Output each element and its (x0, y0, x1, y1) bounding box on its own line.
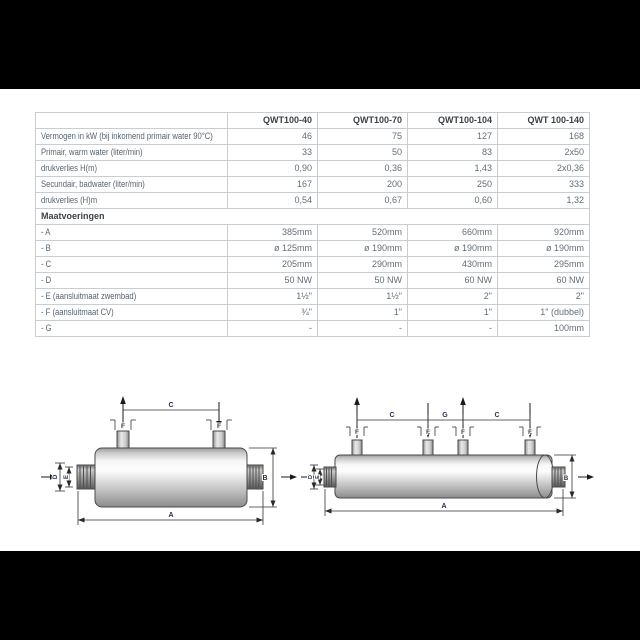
cell-value: 50 NW (228, 273, 318, 289)
table-header-row (36, 113, 590, 129)
svg-text:B: B (262, 475, 268, 482)
svg-text:F: F (426, 430, 430, 436)
table-row (36, 321, 590, 337)
row-label: - E (aansluitmaat zwembad) (36, 289, 228, 305)
threaded-nipple-left (324, 467, 336, 487)
cell-value: 250 (408, 177, 498, 193)
cell-value: 2x0,36 (498, 161, 590, 177)
cell-value: 167 (228, 177, 318, 193)
cell-value: 430mm (408, 257, 498, 273)
row-label: Primair, warm water (liter/min) (36, 145, 228, 161)
cell-value: 2" (498, 289, 590, 305)
table-row (36, 129, 590, 145)
cell-value: 520mm (318, 225, 408, 241)
cell-value: 0,90 (228, 161, 318, 177)
svg-text:F: F (355, 430, 359, 436)
svg-text:A: A (441, 503, 447, 510)
cell-value: 0,60 (408, 193, 498, 209)
row-label: drukverlies (H)m (36, 193, 228, 209)
table-row (36, 273, 590, 289)
cell-value: ø 190mm (498, 241, 590, 257)
cell-value: 295mm (498, 257, 590, 273)
row-label: - C (36, 257, 228, 273)
vessel-body (95, 448, 247, 507)
svg-text:G: G (442, 412, 448, 419)
cell-value: 50 NW (318, 273, 408, 289)
dimension-e (64, 467, 73, 487)
diagram-double-unit (298, 393, 598, 535)
svg-text:B: B (563, 476, 569, 482)
column-header (36, 113, 228, 129)
cell-value: 2" (408, 289, 498, 305)
vessel-body (335, 455, 552, 498)
cell-value: 920mm (498, 225, 590, 241)
cell-value: 0,54 (228, 193, 318, 209)
svg-text:F: F (461, 430, 465, 436)
row-label: Secundair, badwater (liter/min) (36, 177, 228, 193)
flow-arrow-out (578, 474, 594, 480)
spec-table (35, 112, 590, 337)
cell-value: 290mm (318, 257, 408, 273)
table-row (36, 257, 590, 273)
section-header: Maatvoeringen (36, 209, 590, 225)
table-row (36, 241, 590, 257)
cell-value: 1" (408, 305, 498, 321)
cell-value: 83 (408, 145, 498, 161)
dimension-e (315, 469, 324, 485)
cell-value: 1½" (228, 289, 318, 305)
table-row (36, 305, 590, 321)
threaded-nipple-left (77, 465, 95, 489)
svg-text:D: D (308, 475, 314, 479)
vessel-end-cap (537, 455, 554, 498)
cell-value: 33 (228, 145, 318, 161)
cell-value: 127 (408, 129, 498, 145)
table-row (36, 177, 590, 193)
column-header: QWT100-70 (318, 113, 408, 129)
row-label: drukverlies H(m) (36, 161, 228, 177)
diagram-single-unit (38, 393, 300, 535)
row-label: - A (36, 225, 228, 241)
letterbox-top (0, 0, 640, 89)
cell-value: 60 NW (498, 273, 590, 289)
svg-text:E: E (315, 475, 321, 479)
cell-value: 1½" (318, 289, 408, 305)
row-label: - B (36, 241, 228, 257)
cell-value: 1,32 (498, 193, 590, 209)
cell-value: 50 (318, 145, 408, 161)
column-header: QWT100-40 (228, 113, 318, 129)
cell-value: 1,43 (408, 161, 498, 177)
cell-value: ø 190mm (318, 241, 408, 257)
dimension-c (123, 402, 219, 410)
svg-text:C: C (494, 412, 500, 419)
svg-text:E: E (64, 474, 70, 480)
threaded-nipple-right (247, 465, 263, 489)
cell-value: 0,36 (318, 161, 408, 177)
row-label: - F (aansluitmaat CV) (36, 305, 228, 321)
table-row (36, 145, 590, 161)
cell-value: 660mm (408, 225, 498, 241)
cell-value: 205mm (228, 257, 318, 273)
cell-value: ø 190mm (408, 241, 498, 257)
cell-value: 0,67 (318, 193, 408, 209)
cell-value: 385mm (228, 225, 318, 241)
row-label: - G (36, 321, 228, 337)
svg-text:F: F (121, 423, 125, 430)
letterbox-bottom (0, 551, 640, 640)
flow-arrow-out (281, 474, 297, 480)
table-row (36, 225, 590, 241)
table-row (36, 193, 590, 209)
cell-value: 200 (318, 177, 408, 193)
svg-text:F: F (217, 423, 221, 430)
connection-pipes (352, 440, 535, 456)
cell-value: - (228, 321, 318, 337)
spec-table-body (36, 113, 590, 337)
svg-text:F: F (528, 430, 532, 436)
section-header-row (36, 209, 590, 225)
column-header: QWT 100-140 (498, 113, 590, 129)
table-row (36, 289, 590, 305)
column-header: QWT100-104 (408, 113, 498, 129)
dimension-chain-cgc (357, 412, 530, 425)
cell-value: ø 125mm (228, 241, 318, 257)
row-label: - D (36, 273, 228, 289)
svg-text:C: C (168, 402, 174, 409)
row-label: Vermogen in kW (bij inkomend primair water 90°C) (36, 129, 228, 145)
cell-value: 100mm (498, 321, 590, 337)
svg-text:A: A (168, 512, 174, 519)
cell-value: 1" (dubbel) (498, 305, 590, 321)
svg-text:C: C (389, 412, 395, 419)
svg-text:D: D (53, 474, 59, 480)
cell-value: 1" (318, 305, 408, 321)
cell-value: 75 (318, 129, 408, 145)
cell-value: 2x50 (498, 145, 590, 161)
cell-value: 46 (228, 129, 318, 145)
cell-value: 168 (498, 129, 590, 145)
cell-value: ¾" (228, 305, 318, 321)
cell-value: 60 NW (408, 273, 498, 289)
cell-value: - (318, 321, 408, 337)
cell-value: - (408, 321, 498, 337)
connection-pipes (117, 431, 225, 449)
cell-value: 333 (498, 177, 590, 193)
table-row (36, 161, 590, 177)
